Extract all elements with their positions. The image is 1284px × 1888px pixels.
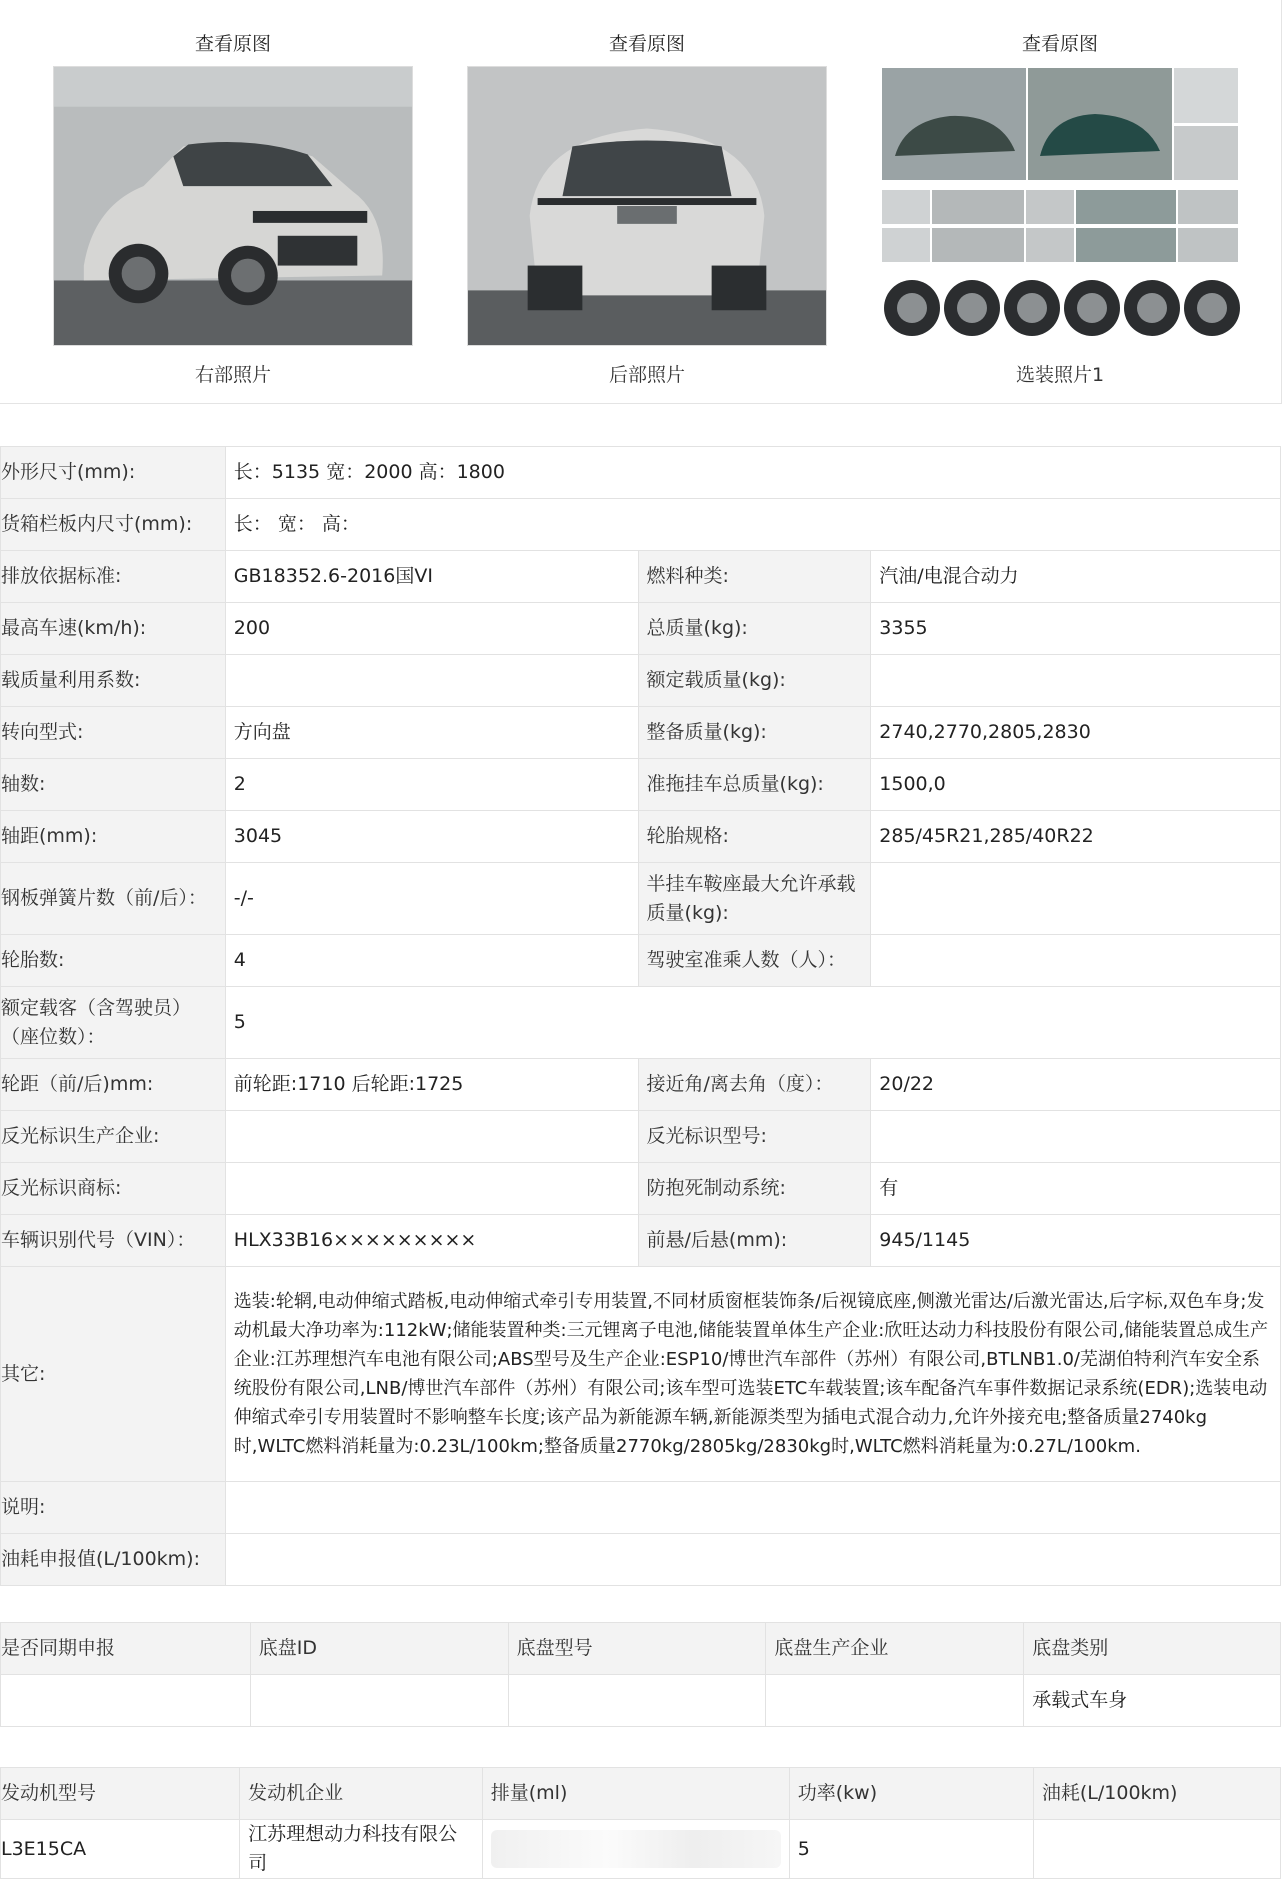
chassis-cell — [250, 1675, 508, 1727]
photo-caption: 右部照片 — [194, 364, 271, 386]
spec-label: 接近角/离去角（度）： — [638, 1059, 871, 1111]
table-row — [1, 1675, 1281, 1727]
spec-value: 3355 — [871, 603, 1281, 655]
spec-label: 整备质量(kg): — [638, 707, 871, 759]
chassis-header: 底盘型号 — [508, 1623, 766, 1675]
chassis-header: 底盘生产企业 — [766, 1623, 1024, 1675]
chassis-cell — [766, 1675, 1024, 1727]
spec-value: 有 — [871, 1163, 1281, 1215]
spec-label: 轮距（前/后)mm: — [1, 1059, 226, 1111]
spec-row — [1, 603, 1281, 655]
spec-label: 反光标识商标: — [1, 1163, 226, 1215]
spec-value: 1500,0 — [871, 759, 1281, 811]
spec-value: 长： 宽： 高： — [225, 499, 1280, 551]
spec-value — [871, 655, 1281, 707]
engine-cell: 江苏理想动力科技有限公司 — [240, 1820, 483, 1879]
spec-value: 945/1145 — [871, 1215, 1281, 1267]
spec-row — [1, 935, 1281, 987]
spec-row — [1, 707, 1281, 759]
view-original-link[interactable]: 查看原图 — [608, 33, 685, 55]
spec-label: 货箱栏板内尺寸(mm): — [1, 499, 226, 551]
spec-row — [1, 1267, 1281, 1482]
chassis-cell: 承载式车身 — [1024, 1675, 1281, 1727]
spec-row — [1, 447, 1281, 499]
photo-card-right — [53, 0, 413, 387]
photo-gallery — [0, 0, 1282, 404]
car-right-photo[interactable] — [53, 66, 413, 346]
spec-value — [225, 1111, 638, 1163]
spec-value — [871, 863, 1281, 935]
table-row — [1, 1820, 1281, 1879]
chassis-table — [0, 1622, 1281, 1727]
engine-cell: 5 — [789, 1820, 1033, 1879]
spec-label: 最高车速(km/h): — [1, 603, 226, 655]
spec-label: 额定载客（含驾驶员）（座位数）： — [1, 987, 226, 1059]
spec-value: 4 — [225, 935, 638, 987]
spec-label: 半挂车鞍座最大允许承载质量(kg): — [638, 863, 871, 935]
engine-header: 功率(kw) — [789, 1768, 1033, 1820]
chassis-cell — [1, 1675, 251, 1727]
car-rear-photo[interactable] — [467, 66, 827, 346]
spec-value: 20/22 — [871, 1059, 1281, 1111]
spec-label: 轮胎数: — [1, 935, 226, 987]
spec-row — [1, 1215, 1281, 1267]
engine-header-row — [1, 1768, 1281, 1820]
spec-label: 防抱死制动系统: — [638, 1163, 871, 1215]
spec-label: 准拖挂车总质量(kg): — [638, 759, 871, 811]
blurred-overlay — [491, 1830, 781, 1868]
spec-value: 3045 — [225, 811, 638, 863]
spec-row — [1, 759, 1281, 811]
photo-card-optional — [880, 0, 1240, 387]
spec-value: 汽油/电混合动力 — [871, 551, 1281, 603]
spec-value: 2740,2770,2805,2830 — [871, 707, 1281, 759]
spec-row — [1, 499, 1281, 551]
chassis-header: 底盘ID — [250, 1623, 508, 1675]
spec-label: 钢板弹簧片数（前/后）： — [1, 863, 226, 935]
spec-value: 长：5135 宽：2000 高：1800 — [225, 447, 1280, 499]
photo-caption: 选装照片1 — [1015, 364, 1105, 386]
spec-value: 5 — [225, 987, 1280, 1059]
spec-label: 驾驶室准乘人数（人）： — [638, 935, 871, 987]
spec-value: 前轮距:1710 后轮距:1725 — [225, 1059, 638, 1111]
engine-header: 发动机企业 — [240, 1768, 483, 1820]
engine-cell — [482, 1820, 789, 1879]
engine-cell: L3E15CA — [1, 1820, 240, 1879]
spec-label: 车辆识别代号（VIN）： — [1, 1215, 226, 1267]
engine-cell — [1033, 1820, 1280, 1879]
spec-label: 燃料种类: — [638, 551, 871, 603]
spec-value — [225, 1534, 1280, 1586]
engine-header: 发动机型号 — [1, 1768, 240, 1820]
view-original-link[interactable]: 查看原图 — [1021, 33, 1098, 55]
spec-row — [1, 811, 1281, 863]
spec-value — [871, 1111, 1281, 1163]
other-remarks: 选装:轮辋,电动伸缩式踏板,电动伸缩式牵引专用装置,不同材质窗框装饰条/后视镜底座,侧激光雷达/后激光雷达,后字标,双色车身;发动机最大净功率为:112kW;储能装置种类:三元锂离子电池,储能装置单体生产企业:欣旺达动力科技股份有限公司,储能装置总成生产企业:江苏理想汽车电池有限公司;ABS型号及生产企业:ESP10/博世汽车部件（苏州）有限公司,BTLNB1.0/芜湖伯特利汽车安全系统股份有限公司,LNB/博世汽车部件（苏州）有限公司;该车型可选装ETC车载装置;该车配备汽车事件数据记录系统(EDR);选装电动伸缩式牵引专用装置时不影响整车长度;该产品为新能源车辆,新能源类型为插电式混合动力,允许外接充电;整备质量2740kg时,WLTC燃料消耗量为:0.23L/100km;整备质量2770kg/2805kg/2830kg时,WLTC燃料消耗量为:0.27L/100km. — [225, 1267, 1280, 1482]
spec-row — [1, 1111, 1281, 1163]
spec-value — [225, 1163, 638, 1215]
spec-label: 总质量(kg): — [638, 603, 871, 655]
spec-label: 排放依据标准: — [1, 551, 226, 603]
chassis-header-row — [1, 1623, 1281, 1675]
engine-table — [0, 1767, 1281, 1879]
spec-label: 轴距(mm): — [1, 811, 226, 863]
spec-row — [1, 987, 1281, 1059]
spec-value: 2 — [225, 759, 638, 811]
chassis-header: 是否同期申报 — [1, 1623, 251, 1675]
spec-label: 油耗申报值(L/100km): — [1, 1534, 226, 1586]
spec-value: HLX33B16××××××××× — [225, 1215, 638, 1267]
spec-row — [1, 1163, 1281, 1215]
spec-value: 200 — [225, 603, 638, 655]
spec-label: 反光标识生产企业: — [1, 1111, 226, 1163]
engine-header: 排量(ml) — [482, 1768, 789, 1820]
spec-row — [1, 1534, 1281, 1586]
photo-card-rear — [467, 0, 827, 387]
engine-header: 油耗(L/100km) — [1033, 1768, 1280, 1820]
spec-label: 反光标识型号: — [638, 1111, 871, 1163]
spec-value — [225, 1482, 1280, 1534]
spec-row — [1, 1059, 1281, 1111]
spec-label: 轴数: — [1, 759, 226, 811]
spec-label: 其它: — [1, 1267, 226, 1482]
spec-row — [1, 551, 1281, 603]
view-original-link[interactable]: 查看原图 — [194, 33, 271, 55]
spec-value: -/- — [225, 863, 638, 935]
chassis-header: 底盘类别 — [1024, 1623, 1281, 1675]
spec-value: 方向盘 — [225, 707, 638, 759]
spec-table — [0, 446, 1281, 1586]
spec-row — [1, 1482, 1281, 1534]
spec-value: GB18352.6-2016国VI — [225, 551, 638, 603]
spec-value — [225, 655, 638, 707]
spec-value: 285/45R21,285/40R22 — [871, 811, 1281, 863]
spec-label: 载质量利用系数: — [1, 655, 226, 707]
spec-label: 外形尺寸(mm): — [1, 447, 226, 499]
chassis-cell — [508, 1675, 766, 1727]
spec-label: 额定载质量(kg): — [638, 655, 871, 707]
spec-label: 轮胎规格: — [638, 811, 871, 863]
spec-value — [871, 935, 1281, 987]
photo-caption: 后部照片 — [608, 364, 685, 386]
spec-label: 前悬/后悬(mm): — [638, 1215, 871, 1267]
spec-row — [1, 655, 1281, 707]
spec-label: 转向型式: — [1, 707, 226, 759]
spec-label: 说明: — [1, 1482, 226, 1534]
optional-parts-collage[interactable] — [880, 66, 1240, 346]
spec-row — [1, 863, 1281, 935]
